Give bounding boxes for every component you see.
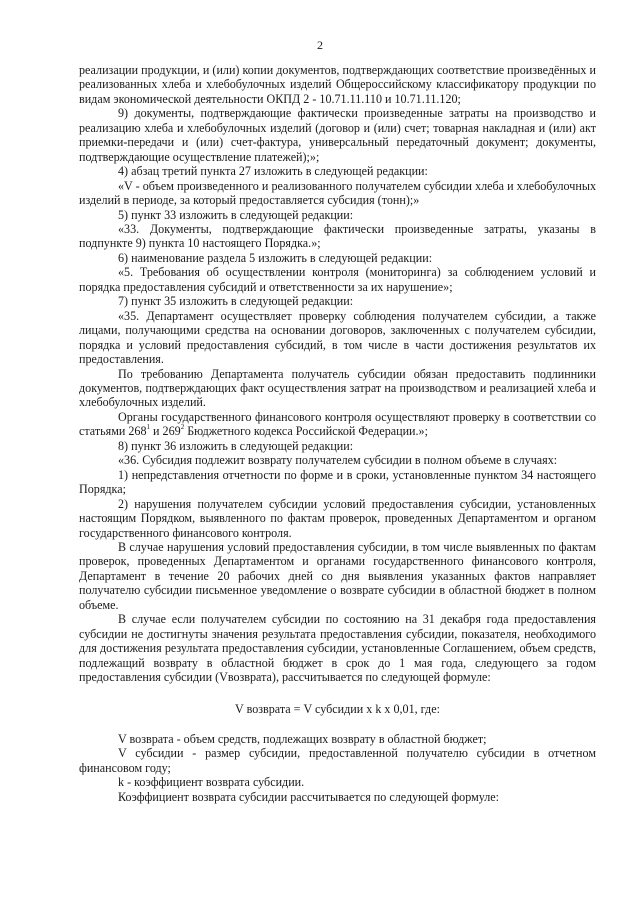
paragraph: 2) нарушения получателем субсидии условий предоставления субсидии, установленных настоящим Порядком, выявленного по фактам проверок, проведенных Департаментом и органом государственного финансового контроля. xyxy=(79,496,596,540)
paragraph: «5. Требования об осуществлении контроля (мониторинга) за соблюдением условий и порядка предоставления субсидий и ответственности за их нарушение»; xyxy=(79,265,596,294)
budget-text-after: Бюджетного кодекса Российской Федерации.»; xyxy=(184,424,428,439)
budget-text-before: Органы государственного финансового контроля осуществляют проверку в соответствии со статьями 268 xyxy=(79,409,596,439)
definition: V субсидии - размер субсидии, предоставленной получателю субсидии в отчетном финансовом году; xyxy=(79,746,596,775)
budget-code-paragraph xyxy=(79,410,596,439)
definition: V возврата - объем средств, подлежащих возврату в областной бюджет; xyxy=(118,731,487,746)
budget-text-middle: и 269 xyxy=(150,424,181,439)
paragraph: 1) непредставления отчетности по форме и в сроки, установленные пунктом 34 настоящего Порядка; xyxy=(79,467,596,497)
paragraph: «33. Документы, подтверждающие фактически произведенные затраты, указаны в подпункте 9) пункта 10 настоящего Порядка.»; xyxy=(79,221,596,251)
page-number: 2 xyxy=(317,38,323,52)
paragraph: 4) абзац третий пункта 27 изложить в следующей редакции: xyxy=(118,164,428,179)
paragraph: В случае если получателем субсидии по состоянию на 31 декабря года предоставления субсидии не достигнуты значения результата предоставления субсидии, показателя, необходимого для достижения результата предоставления субсидии, установленные Соглашением, объем средств, подлежащий возврату в областной бюджет в срок до 1 мая года, следующего за годом предоставления субсидии (Vвозврата), рассчитывается по следующей формуле: xyxy=(79,612,596,685)
paragraph: «V - объем произведенного и реализованного получателем субсидии хлеба и хлебобулочных изделий в периоде, за который предоставляется субсидия (тонн);» xyxy=(79,178,596,208)
paragraph: 5) пункт 33 изложить в следующей редакции: xyxy=(118,207,354,222)
superscript-1: 1 xyxy=(146,423,151,432)
paragraph: В случае нарушения условий предоставления субсидии, в том числе выявленных по фактам проверок, проведенных Департаментом и органами государственного финансового контроля, Департамент в течение 20 рабочих дней со дня выявления указанных фактов направляет получателю субсидии письменное уведомление о возврате субсидии в областной бюджет в полном объеме. xyxy=(79,539,596,612)
paragraph: «36. Субсидия подлежит возврату получателем субсидии в полном объеме в случаях: xyxy=(118,453,558,468)
paragraph: По требованию Департамента получатель субсидии обязан предоставить подлинники документов, подтверждающих факт осуществления затрат на производством и реализацией хлеба и хлебобулочных изделий. xyxy=(79,366,596,410)
paragraph: 6) наименование раздела 5 изложить в следующей редакции: xyxy=(118,250,433,265)
paragraph: реализации продукции, и (или) копии документов, подтверждающих соответствие произведённых и реализованных хлеба и хлебобулочных изделий Общероссийскому классификатору продукции по видам экономической деятельности ОКПД 2 - 10.71.11.110 и 10.71.11.120; xyxy=(79,63,596,106)
paragraph: 7) пункт 35 изложить в следующей редакции: xyxy=(118,294,354,309)
paragraph: 9) документы, подтверждающие фактически произведенные затраты на производство и реализацию хлеба и хлебобулочных изделий (договор и (или) счет; товарная накладная и (или) акт приемки-передачи и (или) счет-фактура, универсальный передаточный документ; документы, подтверждающие осуществление платежей);»; xyxy=(79,106,596,164)
definition: k - коэффициент возврата субсидии. xyxy=(118,775,305,790)
paragraph: 8) пункт 36 изложить в следующей редакции: xyxy=(118,438,354,453)
paragraph: «35. Департамент осуществляет проверку соблюдения получателем субсидии, а также лицами, получающими средства на основании договоров, заключенных с получателем субсидии, порядка и условий предоставления субсидий, в том числе в части достижения результатов их предоставления. xyxy=(79,308,596,367)
document-body xyxy=(79,63,596,804)
definition: Коэффициент возврата субсидии рассчитывается по следующей формуле: xyxy=(118,789,500,804)
formula: V возврата = V субсидии x k x 0,01, где: xyxy=(235,702,440,717)
superscript-2: 2 xyxy=(180,423,185,432)
